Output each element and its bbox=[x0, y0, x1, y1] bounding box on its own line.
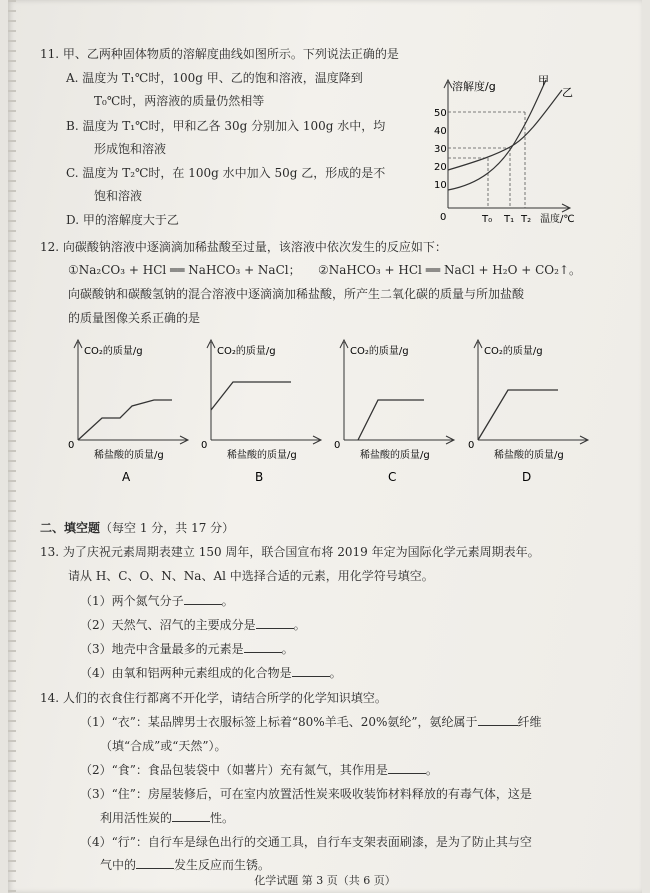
q11-option-a-line1: A. 温度为 T₁℃时，100g 甲、乙的饱和溶液，温度降到 bbox=[66, 71, 363, 85]
graph-a-origin: 0 bbox=[68, 440, 75, 451]
q12-line4: 的质量图像关系正确的是 bbox=[68, 311, 201, 325]
graph-a bbox=[68, 340, 188, 484]
ytick-20: 20 bbox=[434, 162, 447, 173]
q12-line3: 向碳酸钠和碳酸氢钠的混合溶液中逐滴滴加稀盐酸，所产生二氧化碳的质量与所加盐酸 bbox=[68, 287, 525, 301]
q13-item3-text: （3）地壳中含量最多的元素是 bbox=[80, 642, 244, 656]
graph-c-ylabel: CO₂的质量/g bbox=[350, 346, 409, 357]
ytick-50: 50 bbox=[434, 108, 447, 119]
q14-blank-1[interactable] bbox=[478, 714, 518, 726]
q14-blank-2[interactable] bbox=[388, 762, 426, 774]
q13-item2-period: 。 bbox=[293, 618, 306, 632]
graph-d-xlabel: 稀盐酸的质量/g bbox=[494, 450, 564, 461]
q13-line1: 13. 为了庆祝元素周期表建立 150 周年，联合国宣布将 2019 年定为国际化学元素周期表年。 bbox=[40, 545, 540, 559]
graph-origin: 0 bbox=[440, 212, 447, 223]
ytick-30: 30 bbox=[434, 144, 447, 155]
graph-b bbox=[201, 340, 321, 484]
q14-item1-suffix: 纤维 bbox=[517, 715, 542, 729]
q13-blank-3[interactable] bbox=[244, 641, 282, 653]
section2-title: 二、填空题 bbox=[40, 521, 101, 535]
graph-c-line bbox=[358, 400, 424, 440]
q13-item4 bbox=[80, 665, 342, 681]
curve-jia bbox=[448, 80, 546, 190]
q13-item2 bbox=[80, 617, 306, 633]
q14-item2-text: （2）“食”：食品包装袋中（如薯片）充有氮气，其作用是 bbox=[80, 763, 388, 777]
q11-solubility-graph bbox=[420, 72, 600, 234]
q13-item2-text: （2）天然气、沼气的主要成分是 bbox=[80, 618, 256, 632]
section2-note: （每空 1 分，共 17 分） bbox=[100, 521, 235, 535]
xtick-t0: T₀ bbox=[482, 214, 493, 225]
graph-ylabel: 溶解度/g bbox=[452, 80, 496, 93]
graph-b-ylabel: CO₂的质量/g bbox=[217, 346, 276, 357]
q12-stem: 12. 向碳酸钠溶液中逐滴滴加稀盐酸至过量，该溶液中依次发生的反应如下： bbox=[40, 240, 447, 254]
page-footer: 化学试题 第 3 页（共 6 页） bbox=[254, 874, 396, 887]
q11-option-b-line2: 形成饱和溶液 bbox=[94, 142, 167, 156]
graph-b-line bbox=[211, 382, 291, 410]
q14-item4-suffix: 发生反应而生锈。 bbox=[174, 858, 271, 872]
q12-reaction-2: ②NaHCO₃ + HCl ══ NaCl + H₂O + CO₂↑。 bbox=[318, 263, 581, 277]
q13-item1-text: （1）两个氮气分子 bbox=[80, 594, 184, 608]
binding-edge bbox=[8, 0, 16, 893]
q11-option-d: D. 甲的溶解度大于乙 bbox=[66, 213, 179, 227]
graph-d bbox=[468, 340, 588, 484]
q13-line2: 请从 H、C、O、N、Na、Al 中选择合适的元素，用化学符号填空。 bbox=[68, 569, 434, 583]
q13-blank-2[interactable] bbox=[256, 617, 294, 629]
section2-heading bbox=[40, 520, 234, 536]
graph-a-line bbox=[78, 400, 172, 440]
q14-blank-4[interactable] bbox=[136, 857, 174, 869]
q14-item1-text: （1）“衣”：某品牌男士衣服标签上标着“80%羊毛、20%氨纶”，氨纶属于 bbox=[80, 715, 478, 729]
q11-option-c-line1: C. 温度为 T₂℃时，在 100g 水中加入 50g 乙，形成的是不 bbox=[66, 166, 386, 180]
q14-item1-line1 bbox=[80, 714, 542, 730]
graph-d-origin: 0 bbox=[468, 440, 475, 451]
q14-stem: 14. 人们的衣食住行都离不开化学，请结合所学的化学知识填空。 bbox=[40, 691, 387, 705]
graph-d-option: D bbox=[522, 470, 532, 484]
q13-item4-period: 。 bbox=[329, 666, 342, 680]
q14-blank-3[interactable] bbox=[172, 810, 210, 822]
q14-item3-line1: （3）“住”：房屋装修后，可在室内放置活性炭来吸收装饰材料释放的有毒气体，这是 bbox=[80, 787, 532, 801]
graph-c-origin: 0 bbox=[334, 440, 341, 451]
q14-item3-text: 利用活性炭的 bbox=[100, 811, 173, 825]
graph-c-xlabel: 稀盐酸的质量/g bbox=[360, 450, 430, 461]
q13-item3 bbox=[80, 641, 294, 657]
graph-c-option: C bbox=[388, 470, 397, 484]
label-yi: 乙 bbox=[562, 86, 573, 99]
q11-option-c-line2: 饱和溶液 bbox=[94, 189, 143, 203]
q13-blank-4[interactable] bbox=[292, 665, 330, 677]
q14-item1-line2: （填“合成”或“天然”）。 bbox=[100, 739, 227, 753]
xtick-t1: T₁ bbox=[504, 214, 515, 225]
q13-item1 bbox=[80, 593, 234, 609]
q14-item2 bbox=[80, 762, 438, 778]
ytick-10: 10 bbox=[434, 180, 447, 191]
q11-option-a-line2: T₀℃时，两溶液的质量仍然相等 bbox=[94, 94, 265, 108]
graph-b-origin: 0 bbox=[201, 440, 208, 451]
q14-item4-line2 bbox=[100, 857, 270, 873]
graph-b-option: B bbox=[255, 470, 264, 484]
q14-item3-suffix: 性。 bbox=[210, 811, 235, 825]
q14-item4-text: 气中的 bbox=[100, 858, 137, 872]
graph-d-line bbox=[478, 390, 558, 440]
graph-b-xlabel: 稀盐酸的质量/g bbox=[227, 450, 297, 461]
q11-option-b-line1: B. 温度为 T₁℃时，甲和乙各 30g 分别加入 100g 水中，均 bbox=[66, 119, 386, 133]
graph-xlabel: 温度/℃ bbox=[540, 214, 575, 225]
q12-reaction-1: ①Na₂CO₃ + HCl ══ NaHCO₃ + NaCl； bbox=[68, 263, 301, 277]
graph-d-ylabel: CO₂的质量/g bbox=[484, 346, 543, 357]
q11-stem: 11. 甲、乙两种固体物质的溶解度曲线如图所示。下列说法正确的是 bbox=[40, 47, 399, 61]
ytick-40: 40 bbox=[434, 126, 447, 137]
graph-a-option: A bbox=[122, 470, 131, 484]
q13-blank-1[interactable] bbox=[184, 593, 222, 605]
q14-item3-line2 bbox=[100, 810, 234, 826]
q13-item4-text: （4）由氧和铝两种元素组成的化合物是 bbox=[80, 666, 292, 680]
q12-graphs bbox=[64, 338, 634, 488]
graph-a-xlabel: 稀盐酸的质量/g bbox=[94, 450, 164, 461]
graph-a-ylabel: CO₂的质量/g bbox=[84, 346, 143, 357]
label-jia: 甲 bbox=[538, 74, 549, 87]
xtick-t2: T₂ bbox=[521, 214, 532, 225]
q13-item1-period: 。 bbox=[221, 594, 234, 608]
graph-c bbox=[334, 340, 454, 484]
q14-item2-period: 。 bbox=[425, 763, 438, 777]
q13-item3-period: 。 bbox=[281, 642, 294, 656]
q14-item4-line1: （4）“行”：自行车是绿色出行的交通工具，自行车支架表面刷漆，是为了防止其与空 bbox=[80, 835, 532, 849]
